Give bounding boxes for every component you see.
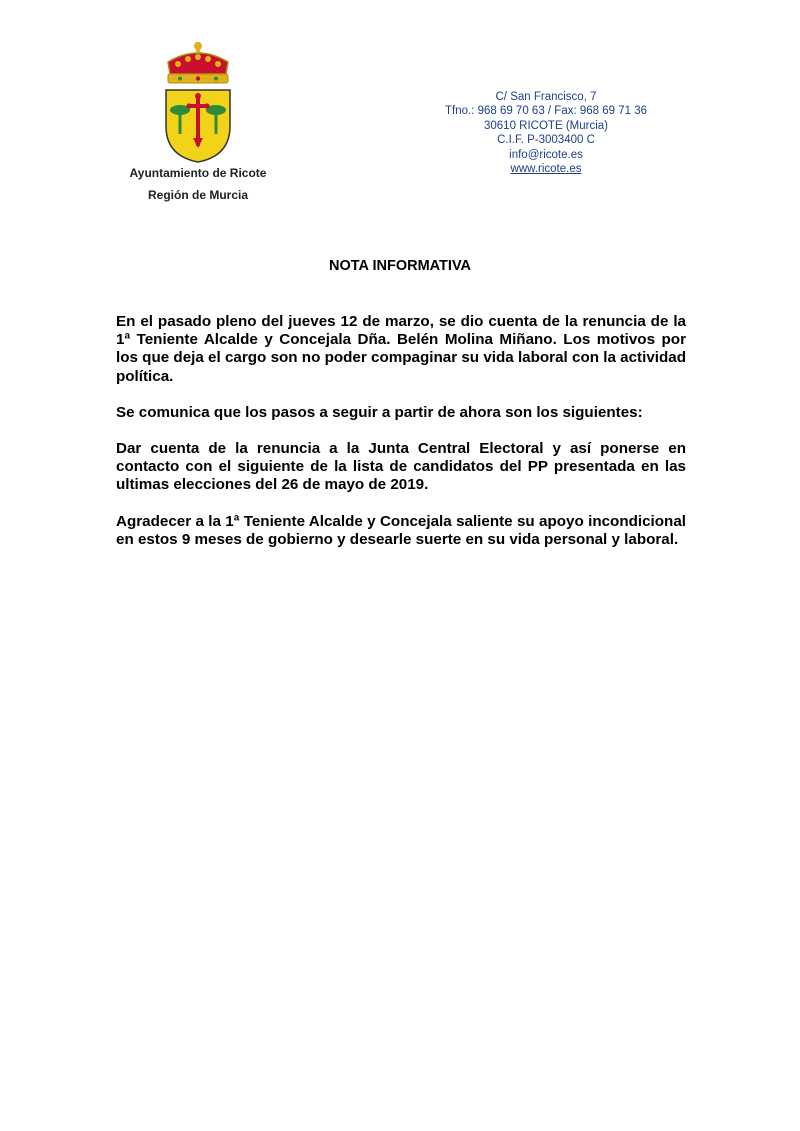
paragraph: Se comunica que los pasos a seguir a partir de ahora son los siguientes: <box>116 403 643 421</box>
contact-postal: 30610 RICOTE (Murcia) <box>484 119 608 132</box>
organization-name: Ayuntamiento de Ricote <box>129 166 267 180</box>
paragraph: Agradecer a la 1ª Teniente Alcalde y Concejala saliente su apoyo incondicional en estos 9 meses de gobierno y desearle suerte en su vida personal y laboral. <box>116 512 686 548</box>
paragraph: En el pasado pleno del jueves 12 de marzo, se dio cuenta de la renuncia de la 1ª Teniente Alcalde y Concejala Dña. Belén Molina Miñano. Los motivos por los que deja el cargo son no poder compaginar su vida laboral con la actividad política. <box>116 313 686 385</box>
coat-of-arms-icon <box>160 40 236 164</box>
organization-region: Región de Murcia <box>147 188 248 202</box>
document-body <box>116 313 686 567</box>
contact-phone-fax: Tfno.: 968 69 70 63 / Fax: 968 69 71 36 <box>444 105 648 118</box>
website-link[interactable]: www.ricote.es <box>510 163 582 176</box>
contact-block <box>420 90 672 176</box>
document-title: NOTA INFORMATIVA <box>328 258 472 274</box>
contact-address: C/ San Francisco, 7 <box>495 91 597 103</box>
contact-cif: C.I.F. P-3003400 C <box>497 134 595 147</box>
paragraph: Dar cuenta de la renuncia a la Junta Central Electoral y así ponerse en contacto con el siguiente de la lista de candidatos del PP presentada en las ultimas elecciones del 26 de mayo de 2019. <box>116 440 686 494</box>
contact-email: info@ricote.es <box>509 148 583 161</box>
